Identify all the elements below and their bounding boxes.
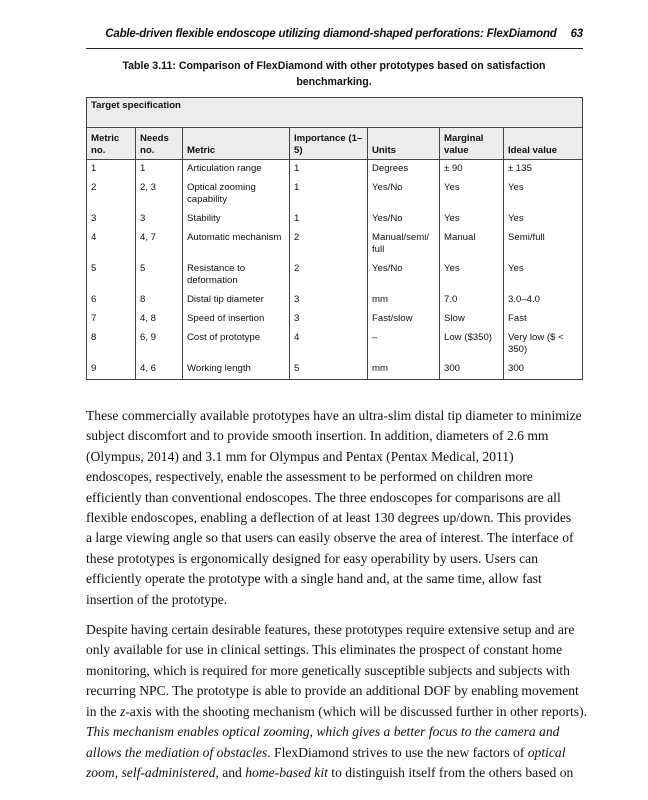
table-row	[87, 360, 583, 380]
text-line	[86, 488, 596, 508]
table-cell: Yes	[504, 179, 583, 210]
table-cell: 6, 9	[136, 329, 183, 360]
column-header: Importance (1–5)	[290, 128, 368, 160]
table-cell: Automatic mechanism	[183, 229, 290, 260]
table-cell: Yes/No	[368, 179, 440, 210]
body-flow	[86, 97, 606, 783]
text-segment: (Olympus, 2014) and 3.1 mm for Olympus and Pentax (Pentax Medical, 2011)	[86, 448, 514, 464]
table-cell: Yes/No	[368, 210, 440, 229]
table-cell: 2	[290, 260, 368, 291]
text-line	[86, 426, 596, 446]
text-line	[86, 549, 596, 569]
table-cell: 1	[290, 210, 368, 229]
table-cell: Optical zooming capability	[183, 179, 290, 210]
table-cell: Stability	[183, 210, 290, 229]
table-cell: 3	[290, 291, 368, 310]
table-cell: 2, 3	[136, 179, 183, 210]
table-row	[87, 260, 583, 291]
table-cell: Yes	[504, 210, 583, 229]
group-header: Target specification	[87, 98, 583, 128]
table-row	[87, 310, 583, 329]
table-cell: mm	[368, 291, 440, 310]
italic-text: zoom	[86, 764, 115, 780]
table-cell: Cost of prototype	[183, 329, 290, 360]
table-cell: 4, 8	[136, 310, 183, 329]
text-segment: only available for use in clinical settings. This eliminates the prospect of constant home	[86, 642, 563, 658]
table-cell: Yes	[440, 210, 504, 229]
text-line	[86, 722, 596, 742]
table-cell: 8	[87, 329, 136, 360]
column-header: Needs no.	[136, 128, 183, 160]
table-cell: Yes	[440, 179, 504, 210]
table-cell: Speed of insertion	[183, 310, 290, 329]
text-segment: endoscopes, respectively, enable the assessment to be performed on children more	[86, 469, 533, 485]
column-header: Units	[368, 128, 440, 160]
table-cell: 4	[87, 229, 136, 260]
table-cell: 1	[290, 160, 368, 180]
table-cell: 5	[87, 260, 136, 291]
text-segment: recurring NPC. The prototype is able to provide an additional DOF by enabling movement	[86, 683, 579, 699]
table-cell: 8	[136, 291, 183, 310]
text-line	[86, 467, 596, 487]
italic-text: self-administered	[121, 764, 216, 780]
text-line	[86, 702, 596, 722]
text-segment: these prototypes is ergonomically designed for easy operability by users. Users can	[86, 550, 539, 566]
text-line	[86, 661, 596, 681]
table-cell: Distal tip diameter	[183, 291, 290, 310]
table-cell: Working length	[183, 360, 290, 380]
table-cell: 9	[87, 360, 136, 380]
table-cell: 300	[504, 360, 583, 380]
text-line	[86, 590, 596, 610]
caption-line: benchmarking.	[296, 76, 372, 88]
table-cell: Semi/full	[504, 229, 583, 260]
table-row	[87, 179, 583, 210]
table-cell: Fast	[504, 310, 583, 329]
text-line	[86, 763, 596, 783]
text-line	[86, 447, 596, 467]
table-row	[87, 210, 583, 229]
text-segment: Despite having certain desirable features, these prototypes require extensive setup and are	[86, 622, 575, 638]
table-cell: 2	[87, 179, 136, 210]
text-segment: ,	[114, 764, 122, 780]
table-cell: Yes	[504, 260, 583, 291]
italic-text: allows the mediation of obstacles	[86, 744, 268, 760]
table-cell: 4, 7	[136, 229, 183, 260]
table-cell: 4, 6	[136, 360, 183, 380]
table-row	[87, 160, 583, 180]
table-cell: 1	[87, 160, 136, 180]
table-cell: 3	[87, 210, 136, 229]
table-cell: 1	[136, 160, 183, 180]
table-row	[87, 229, 583, 260]
table-cell: Degrees	[368, 160, 440, 180]
text-segment: monitoring, which is required for more genetically susceptible subjects and subjects with	[86, 662, 570, 678]
paragraph	[86, 620, 596, 783]
text-segment: insertion of the prototype.	[86, 591, 228, 607]
table-cell: 3	[136, 210, 183, 229]
text-line	[86, 743, 596, 763]
table-caption	[34, 58, 634, 90]
table-cell: 4	[290, 329, 368, 360]
column-header: Metric	[183, 128, 290, 160]
column-header: Marginal value	[440, 128, 504, 160]
table-cell: 6	[87, 291, 136, 310]
paragraph	[86, 406, 596, 610]
text-segment: in the	[86, 703, 120, 719]
text-segment: flexible endoscopes, enabling a deflection of at least 130 degrees up/down. This provides	[86, 510, 572, 526]
table-cell: 3	[290, 310, 368, 329]
column-header: Metric no.	[87, 128, 136, 160]
table-cell: 5	[136, 260, 183, 291]
table-cell: 7	[87, 310, 136, 329]
text-segment: . FlexDiamond strives to use the new factors of	[267, 744, 528, 760]
caption-line: Table 3.11: Comparison of FlexDiamond with other prototypes based on satisfaction	[122, 60, 546, 72]
text-segment: These commercially available prototypes have an ultra-slim distal tip diameter to minimize	[86, 408, 582, 423]
text-segment: subject discomfort and to provide smooth insertion. In addition, diameters of 2.6 mm	[86, 428, 549, 444]
text-segment: efficiently operate the prototype with a single hand and, at the same time, allow fast	[86, 571, 542, 587]
table-cell: Slow	[440, 310, 504, 329]
table-cell: Manual/semi/ full	[368, 229, 440, 260]
text-line	[86, 569, 596, 589]
table-cell: ± 135	[504, 160, 583, 180]
column-header: Ideal value	[504, 128, 583, 160]
text-segment: , and	[215, 764, 246, 780]
running-head-title: Cable-driven flexible endoscope utilizing diamond-shaped perforations: FlexDiamond	[105, 28, 557, 40]
text-segment: to distinguish itself from the others based on	[327, 764, 574, 780]
table-cell: 5	[290, 360, 368, 380]
table-cell: Manual	[440, 229, 504, 260]
header-rule	[86, 48, 583, 49]
table-cell: Fast/slow	[368, 310, 440, 329]
table-cell: 7.0	[440, 291, 504, 310]
italic-text: z	[119, 703, 126, 719]
text-line	[86, 620, 596, 640]
table-cell: Articulation range	[183, 160, 290, 180]
running-head	[13, 28, 583, 40]
italic-text: optical	[527, 744, 566, 760]
table-cell: Yes/No	[368, 260, 440, 291]
text-line	[86, 681, 596, 701]
text-line	[86, 528, 596, 548]
benchmark-table	[86, 97, 583, 380]
table-cell: mm	[368, 360, 440, 380]
table-cell: Yes	[440, 260, 504, 291]
table-cell: Low ($350)	[440, 329, 504, 360]
table-cell: ± 90	[440, 160, 504, 180]
italic-text: home-based kit	[245, 764, 328, 780]
text-line	[86, 640, 596, 660]
table-cell: –	[368, 329, 440, 360]
text-segment: a large viewing angle so that users can easily observe the area of interest. The interface of	[86, 530, 574, 546]
table-cell: 2	[290, 229, 368, 260]
table-cell: 300	[440, 360, 504, 380]
text-segment: efficiently than conventional endoscopes. The three endoscopes for comparisons are all	[86, 489, 561, 505]
italic-text: This mechanism enables optical zooming, which gives a better focus to the camera and	[86, 724, 560, 740]
text-line	[86, 406, 596, 426]
table-cell: 1	[290, 179, 368, 210]
table-cell: 3.0–4.0	[504, 291, 583, 310]
table-row	[87, 291, 583, 310]
table-cell: Resistance to deformation	[183, 260, 290, 291]
text-line	[86, 508, 596, 528]
table-row	[87, 329, 583, 360]
table-cell: Very low ($ < 350)	[504, 329, 583, 360]
page-number: 63	[570, 28, 583, 40]
text-segment: -axis with the shooting mechanism (which will be discussed further in other reports).	[125, 703, 587, 719]
